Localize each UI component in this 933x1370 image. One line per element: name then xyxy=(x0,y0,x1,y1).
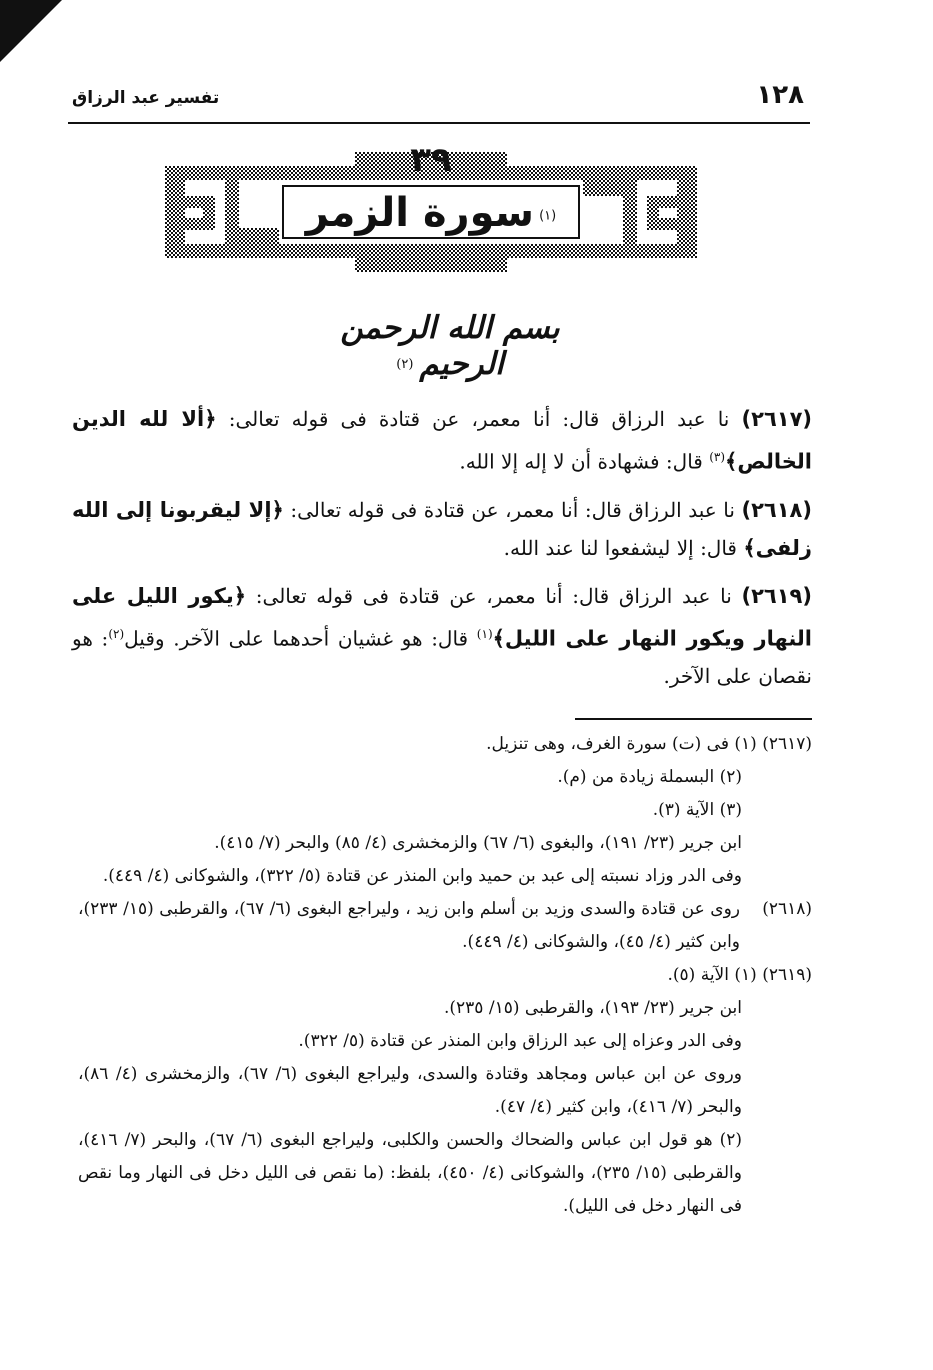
footnote-line: (٢) هو قول ابن عباس والضحاك والحسن والكلبى، وليراجع البغوى (٦/ ٦٧)، والبحر (٧/ ٤١٦)، والقرطبى (١٥/ ٢٣٥)، والشوكانى (٤/ ٤٥٠)، بلفظ: (ما نقص فى الليل دخل فى النهار وما نقص فى النهار دخل فى الليل). xyxy=(78,1130,742,1216)
entry-text: نا عبد الرزاق قال: أنا معمر، عن قتادة فى قوله تعالى: xyxy=(216,407,742,431)
footnote-line: (٣) الآية (٣). xyxy=(652,800,742,820)
entry-text: قال: إلا ليشفعوا لنا عند الله. xyxy=(503,535,744,560)
entry-text: قال: هو غشيان أحدهما على الآخر. وقيل xyxy=(124,626,477,651)
entry-2619 xyxy=(72,577,812,696)
footnote-ref: (١) xyxy=(476,626,493,641)
surah-title: سورة الزمر xyxy=(305,190,534,236)
footnote-line: (٢) البسملة زيادة من (م). xyxy=(557,767,742,787)
footnote-line: (٢٦١٩) (١) الآية (٥). xyxy=(667,965,812,985)
page-corner-shadow xyxy=(0,0,62,62)
running-header xyxy=(68,78,810,124)
footnote-label: (٢٦١٨) xyxy=(762,899,812,919)
footnote-source: ابن جرير (٢٣/ ١٩١)، والبغوى (٦/ ٦٧) والزمخشرى (٤/ ٨٥) والبحر (٧/ ٤١٥). xyxy=(214,833,742,853)
footnote-source: وفى الدر وعزاه إلى عبد الرزاق وابن المنذر عن قتادة (٥/ ٣٢٢). xyxy=(298,1031,742,1051)
entry-text: : هو نقصان على الآخر. xyxy=(72,626,812,689)
book-title: تفسير عبد الرزاق xyxy=(72,88,220,108)
entry-text: قال: فشهادة أن لا إله إلا الله. xyxy=(459,449,710,474)
quran-verse: ﴿إلا ليقربونا إلى الله زلفى﴾ xyxy=(72,497,812,560)
entry-number: (٢٦١٧) xyxy=(741,407,813,431)
footnote-source: وروى عن ابن عباس ومجاهد وقتادة والسدى، وليراجع البغوى (٦/ ٦٧)، والزمخشرى (٤/ ٨٦)، والبحر (٧/ ٤١٦)، وابن كثير (٤/ ٤٧). xyxy=(78,1064,742,1117)
entry-number: (٢٦١٩) xyxy=(741,583,812,608)
surah-footnote-ref: (١) xyxy=(539,208,557,224)
entry-2618 xyxy=(72,491,812,567)
page-number: ١٢٨ xyxy=(756,80,804,110)
footnotes xyxy=(78,728,812,1223)
basmala-footnote-ref: (٢) xyxy=(396,356,414,372)
surah-number: ٣٩ xyxy=(410,140,452,180)
footnote-divider xyxy=(575,718,812,720)
entry-text: نا عبد الرزاق قال: أنا معمر، عن قتادة فى قوله تعالى: xyxy=(246,583,742,608)
quran-verse: ﴿يكور الليل على النهار ويكور النهار على الليل﴾ xyxy=(72,583,812,651)
footnote-ref: (٢) xyxy=(108,626,125,641)
surah-banner xyxy=(165,140,697,278)
entry-2617 xyxy=(72,400,812,481)
footnote-line: (٢٦١٧) (١) فى (ت) سورة الغرف، وهى تنزيل. xyxy=(486,734,812,754)
footnote-text: روى عن قتادة والسدى وزيد بن أسلم وابن زيد ، وليراجع البغوى (٦/ ٦٧)، والقرطبى (١٥/ ٢٣٣)، وابن كثير (٤/ ٤٥)، والشوكانى (٤/ ٤٤٩). xyxy=(78,899,741,952)
entry-text: نا عبد الرزاق قال: أنا معمر، عن قتادة فى قوله تعالى: xyxy=(283,497,742,522)
entry-number: (٢٦١٨) xyxy=(741,497,812,522)
main-text xyxy=(72,400,812,705)
quran-verse: ﴿ألا لله الدين الخالص﴾ xyxy=(72,407,812,474)
footnote-ref: (٣) xyxy=(709,450,726,464)
footnote-source: وفى الدر وزاد نسبته إلى عبد بن حميد وابن المنذر عن قتادة (٥/ ٣٢٢)، والشوكانى (٤/ ٤٤٩). xyxy=(102,866,742,886)
footnote-2618 xyxy=(78,893,812,959)
basmala-text: بسم الله الرحمن الرحيم xyxy=(340,310,560,382)
footnote-source: ابن جرير (٢٣/ ١٩٣)، والقرطبى (١٥/ ٢٣٥). xyxy=(444,998,742,1018)
basmala xyxy=(300,310,600,382)
